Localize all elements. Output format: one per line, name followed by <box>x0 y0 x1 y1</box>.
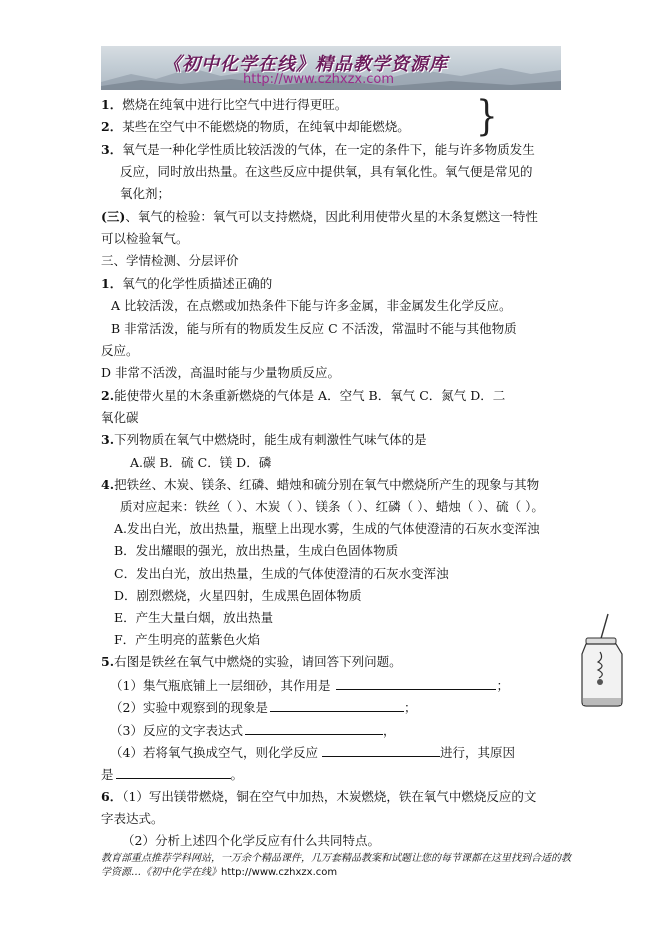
text-line: 氧化碳 <box>101 410 139 425</box>
option-d: D．剧烈燃烧，火星四射，生成黑色固体物质 <box>114 588 362 603</box>
text-line: 氧化剂； <box>120 186 171 201</box>
option-a: A.发出白光，放出热量，瓶壁上出现水雾，生成的气体使澄清的石灰水变浑浊 <box>114 521 540 536</box>
question-5: 5.右图是铁丝在氧气中燃烧的实验，请回答下列问题。 <box>101 654 402 669</box>
text-line: 可以检验氧气。 <box>101 231 189 246</box>
option-b-c: B 非常活泼，能与所有的物质发生反应 C 不活泼，常温时不能与其他物质 <box>111 321 517 336</box>
option-f: F．产生明亮的蓝紫色火焰 <box>114 632 261 647</box>
text-line: 1．燃烧在纯氧中进行比空气中进行得更旺。 <box>101 97 348 112</box>
text-line: 反应。 <box>101 343 139 358</box>
question-6-part-2: （2）分析上述四个化学反应有什么共同特点。 <box>122 833 380 848</box>
text-line: 2．某些在空气中不能燃烧的物质，在纯氧中却能燃烧。 <box>101 119 410 134</box>
footer-note: 教育部重点推荐学科网站，一万余个精品课件，几万套精品教案和试题让您的每节课都在这里找到合适的教学资源…《初中化学在线》http://www.czhxzx.com <box>101 853 571 878</box>
option-a: A 比较活泼，在点燃或加热条件下能与许多金属，非金属发生化学反应。 <box>111 298 512 313</box>
option-c: C．发出白光，放出热量，生成的气体使澄清的石灰水变浑浊 <box>114 566 449 581</box>
option-b: B．发出耀眼的强光，放出热量，生成白色固体物质 <box>114 543 399 558</box>
right-brace-icon: } <box>476 93 498 141</box>
question-5-part-2: （2）实验中观察到的现象是 ； <box>110 700 417 715</box>
header-banner <box>101 46 561 90</box>
banner-title: 《初中化学在线》精品教学资源库 <box>163 54 448 75</box>
answer-blank[interactable] <box>336 677 496 690</box>
answer-blank[interactable] <box>270 699 404 712</box>
footer-url[interactable]: http://www.czhxzx.com <box>221 867 338 878</box>
question-2: 2.能使带火星的木条重新燃烧的气体是 A．空气 B．氧气 C．氮气 D．二 <box>101 388 506 403</box>
answer-blank[interactable] <box>322 744 440 757</box>
text-line: 反应，同时放出热量。在这些反应中提供氧，具有氧化性。氧气便是常见的 <box>120 164 533 179</box>
question-4: 4.把铁丝、木炭、镁条、红磷、蜡烛和硫分别在氧气中燃烧所产生的现象与其物 <box>101 477 540 492</box>
banner-url[interactable]: http://www.czhxzx.com <box>243 72 394 87</box>
text-line: (三)、氧气的检验：氧气可以支持燃烧，因此利用使带火星的木条复燃这一特性 <box>101 209 538 224</box>
question-1: 1．氧气的化学性质描述正确的 <box>101 276 273 291</box>
option-d: D 非常不活泼，高温时能与少量物质反应。 <box>101 365 340 380</box>
answer-blank[interactable] <box>245 722 383 735</box>
question-6: 6．（1）写出镁带燃烧，铜在空气中加热，木炭燃烧，铁在氧气中燃烧反应的文 <box>101 789 537 804</box>
answer-blank[interactable] <box>116 766 231 779</box>
question-5-part-4-cont: 是 。 <box>101 767 244 782</box>
option-e: E．产生大量白烟，放出热量 <box>114 610 274 625</box>
question-3-options: A.碳 B．硫 C．镁 D．磷 <box>130 455 272 470</box>
question-5-part-3: （3）反应的文字表达式 ， <box>110 723 396 738</box>
question-3: 3.下列物质在氧气中燃烧时，能生成有刺激性气味气体的是 <box>101 432 427 447</box>
question-5-part-1: （1）集气瓶底铺上一层细砂，其作用是 ； <box>110 678 509 693</box>
text-line: 3．氧气是一种化学性质比较活泼的气体，在一定的条件下，能与许多物质发生 <box>101 142 535 157</box>
text-line: 字表达式。 <box>101 811 164 826</box>
section-heading: 三、学情检测、分层评价 <box>101 253 239 268</box>
gas-jar-flask-icon <box>578 612 626 708</box>
question-5-part-4: （4）若将氧气换成空气，则化学反应 进行，其原因 <box>110 745 515 760</box>
text-line: 质对应起来：铁丝（ ）、木炭（ ）、镁条（ ）、红磷（ ）、蜡烛（ ）、硫（ ）。 <box>120 499 544 514</box>
